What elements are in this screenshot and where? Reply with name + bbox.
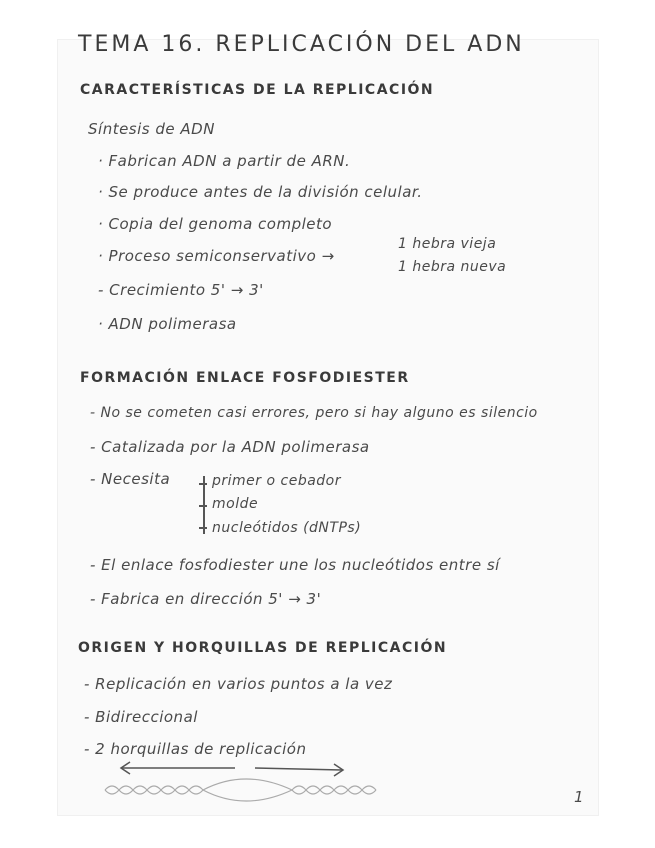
list-item: - 2 horquillas de replicación [84, 740, 307, 758]
page-title: TEMA 16. REPLICACIÓN DEL ADN [78, 32, 525, 57]
bubble-bottom-strand [203, 790, 292, 801]
list-item: - No se cometen casi errores, pero si hay alguno es silencio [90, 405, 538, 421]
list-item: - Catalizada por la ADN polimerasa [90, 438, 370, 456]
strand-old: 1 hebra vieja [398, 236, 497, 252]
right-fork-arrow [255, 768, 342, 770]
page-number: 1 [574, 788, 585, 806]
list-item: - Fabrica en dirección 5' → 3' [90, 590, 322, 608]
subheading-sintesis: Síntesis de ADN [88, 120, 215, 138]
section-heading-phosphodiester: FORMACIÓN ENLACE FOSFODIESTER [80, 370, 410, 386]
list-item: · Copia del genoma completo [98, 215, 333, 233]
right-helix-strand-b [292, 786, 376, 794]
list-item: · Fabrican ADN a partir de ARN. [98, 152, 351, 170]
list-item: - Bidireccional [84, 708, 198, 726]
need-nucleotides: nucleótidos (dNTPs) [212, 520, 362, 536]
left-helix-strand-b [105, 786, 203, 794]
list-item: - Crecimiento 5' → 3' [98, 281, 264, 299]
list-item: - Necesita [90, 470, 171, 488]
list-item: - Replicación en varios puntos a la vez [84, 675, 393, 693]
section-heading-origin-forks: ORIGEN Y HORQUILLAS DE REPLICACIÓN [78, 640, 448, 656]
list-item: · Proceso semiconservativo → [98, 247, 335, 265]
strand-new: 1 hebra nueva [398, 259, 507, 275]
list-item: - El enlace fosfodiester une los nucleótidos entre sí [90, 556, 500, 574]
bubble-top-strand [203, 779, 292, 790]
need-template: molde [212, 496, 259, 512]
list-item: · Se produce antes de la división celular. [98, 183, 423, 201]
list-item: · ADN polimerasa [98, 315, 237, 333]
section-heading-characteristics: CARACTERÍSTICAS DE LA REPLICACIÓN [80, 82, 435, 98]
need-primer: primer o cebador [212, 473, 341, 489]
